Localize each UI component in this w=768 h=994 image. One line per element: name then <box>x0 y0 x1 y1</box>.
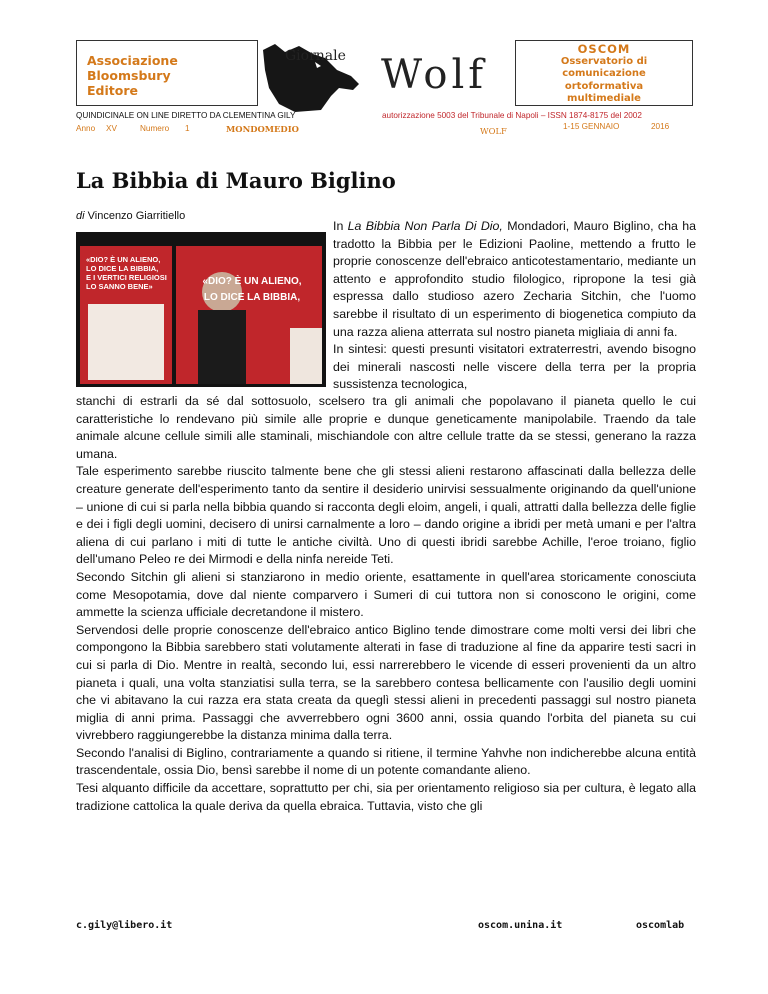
publisher-line: Bloomsbury <box>87 68 171 83</box>
wolf-masthead-logo <box>255 40 515 112</box>
oscom-line: ortoformativa <box>564 80 644 92</box>
photo-right-headline: «DIO? È UN ALIENO, <box>202 276 302 287</box>
brand-label: WOLF <box>480 126 507 136</box>
anno-label: Anno <box>76 124 96 133</box>
photo-left-headline: LO SANNO BENE» <box>86 282 153 291</box>
issue-year: 2016 <box>651 122 670 131</box>
paragraph-6: Secondo l'analisi di Biglino, contrariamente a quando si ritiene, il termine Yahvhe non indicherebbe alcuna entità trascendentale, ossia Dio, bensì sarebbe il nome di un potente comandante alieno. <box>76 745 696 778</box>
paragraph-7: Tesi alquanto difficile da accettare, soprattutto per chi, sia per orientamento religioso sia per cultura, è legato alla tradizione cattolica la quale deriva da quella ebraica. Tuttavia, visto che gli <box>76 781 696 813</box>
oscom-line: multimediale <box>567 93 641 104</box>
intro-rest: Mondadori, Mauro Biglino, cha ha tradotto la Bibbia per le Edizioni Paoline, mettendo a frutto le proprie conoscenze dell'ebraico anticotestamentario, mediante un attento e approfondito studio filologico, ripropone la tesi già espressa dallo studioso azero Zecharia Sitchin, che l'uomo sarebbe il risultato di un esperimento di biogenetica compiuto da una razza aliena atterrata sul nostro pianeta migliaia di anni fa. <box>333 219 696 339</box>
article-intro <box>333 218 696 341</box>
oscom-line: comunicazione <box>562 68 646 79</box>
numero-value: 1 <box>185 124 190 133</box>
footer-email[interactable]: c.gily@libero.it <box>76 920 173 931</box>
paragraph-3: Tale esperimento sarebbe riuscito talmente bene che gli stessi alieni restarono affascinati dalla bellezza delle creature generate dell'esperimento tanto da sentire il desiderio unirvisi sessualmente originando da quell'unione – unione di cui si parla nella bibbia quando si racconta degli eloim, angeli, i quali, attratti dalla bellezza delle figlie e dei i figli degli uomini, decisero di unirsi carnalmente a loro – dando origine a ibridi per metà umani e per l'altra aliena di cui parlano i miti di tutte le antiche civiltà. Uno di questi ibridi sarebbe Achille, l'eroe troiano, figlio dell'umano Peleo re dei Mirmodi e della ninfa nereide Teti. <box>76 464 696 567</box>
intro-prefix: In <box>333 219 348 233</box>
masthead-big-text: Wolf <box>381 52 488 98</box>
paragraph-2-start: In sintesi: questi presunti visitatori extraterrestri, avendo bisogno dei minerali nascosti nelle viscere della terra per la propria sussistenza tecnologica, <box>333 342 696 392</box>
byline-prefix: di <box>76 210 85 222</box>
book-title: La Bibbia Non Parla Di Dio, <box>347 219 503 233</box>
photo-left-headline: LO DICE LA BIBBIA, <box>86 264 159 273</box>
oscom-box <box>515 40 693 106</box>
photo-left-headline: E I VERTICI RELIGIOSI <box>86 273 167 282</box>
oscom-title: OSCOM <box>577 42 631 56</box>
paragraph-5: Servendosi delle proprie conoscenze dell'ebraico antico Biglino tende dimostrare come molti versi dei libri che compongono la Bibbia sarebbero stati volutamente alterati in fase di traduzione al fine da apparire testi sacri in cui si parla di Dio. Mentre in realtà, secondo lui, essi narrerebbero le vicende di esseri provenienti da un altro pianeta i quali, una volta stanziatisi sulla terra, se la sarebbero contesa bellicamente con l'ausilio degli uomini che vi abitavano la cui razza era stata creata da queglì stessi alieni in precedenti passaggi sul nostro pianeta miglia di anni prima. Passaggi che avverrebbero ogni 3600 anni, ossia quando l'orbita del pianeta su cui vivrebbero raggiungerebbe la distanza minima dalla terra. <box>76 622 696 743</box>
oscom-line: Osservatorio di <box>560 55 648 67</box>
magazine-spread-photo <box>76 232 326 387</box>
article-body <box>76 393 696 815</box>
article-column <box>333 218 696 394</box>
issue-date: 1-15 GENNAIO <box>563 122 620 131</box>
subtitle: QUINDICINALE ON LINE DIRETTO DA CLEMENTINA GILY <box>76 111 296 120</box>
article-title: La Bibbia di Mauro Biglino <box>76 168 396 193</box>
footer-site[interactable]: oscom.unina.it <box>478 920 563 931</box>
author-name: Vincenzo Giarritiello <box>87 210 186 222</box>
publisher-line: Associazione <box>87 53 178 68</box>
publisher-box <box>76 40 258 106</box>
authorization: autorizzazione 5003 del Tribunale di Napoli – ISSN 1874-8175 del 2002 <box>382 111 642 120</box>
paragraph-2-end: stanchi di estrarli da sé dal sottosuolo, scelsero tra gli animali che popolavano il pianeta quello le cui caratteristiche lo rendevano più simile alle proprie e dunque geneticamente manipolabile. Traendo da tale animale alcune cellule simili alle staminali, mischiandole con altre cellule tratte da se stessi, generano la razza umana. <box>76 394 696 461</box>
paragraph-4: Secondo Sitchin gli alieni si stanziarono in medio oriente, esattamente in quell'area storicamente conosciuta come Mesopotamia, dove dal niente comparvero i Sumeri di cui tuttora non si conoscono le origini, come ammette la scienza ufficiale decretandone il mistero. <box>76 569 696 620</box>
photo-right-headline: LO DICE LA BIBBIA, <box>203 292 301 303</box>
magazine-spread-illustration <box>76 232 326 387</box>
photo-left-headline: «DIO? È UN ALIENO, <box>86 255 161 264</box>
footer-lab[interactable]: oscomlab <box>636 920 685 931</box>
byline <box>76 210 185 222</box>
masthead-small-text: Giornale <box>285 48 346 64</box>
section-label: MONDOMEDIO <box>226 124 299 134</box>
publisher-line: Editore <box>87 83 138 98</box>
numero-label: Numero <box>140 124 170 133</box>
anno-value: XV <box>106 124 117 133</box>
